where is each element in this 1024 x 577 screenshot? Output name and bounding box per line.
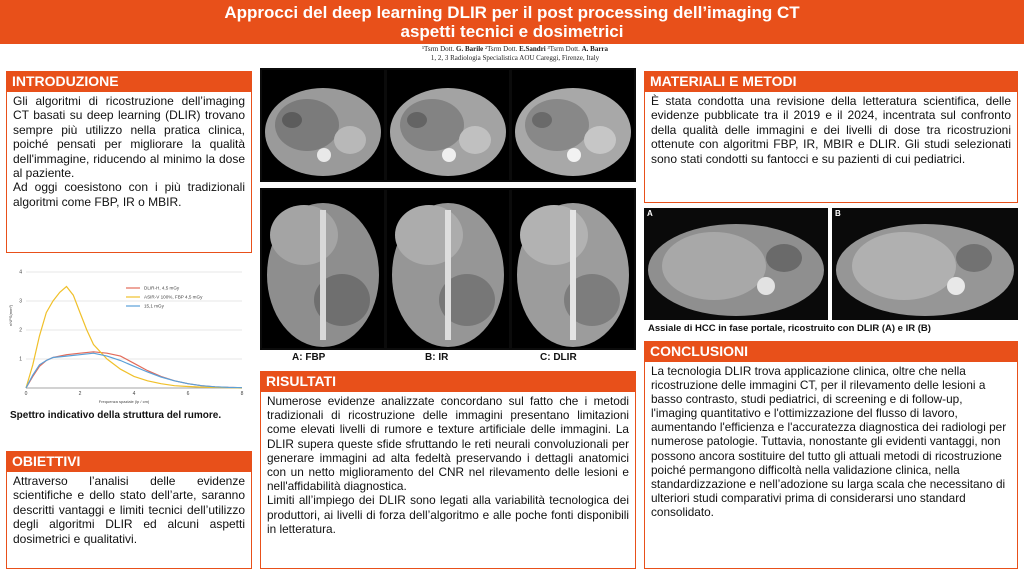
ct-label-ir: B: IR bbox=[425, 352, 449, 363]
poster-title bbox=[0, 3, 1024, 41]
chart-series-line-3 bbox=[26, 353, 242, 388]
chart-ytick-label: 1 bbox=[19, 356, 22, 363]
obiettivi-text: Attraverso l’analisi delle evidenze scientifiche e dello stato dell’arte, saranno descritti vantaggi e limiti tecnici dell’utilizzo degli algoritmi DLIR ed alcuni aspetti dosimetrici e qualitativi. bbox=[13, 474, 245, 546]
author-3: A. Barra bbox=[581, 45, 609, 53]
authors-block bbox=[300, 45, 730, 63]
title-line-1: Approcci del deep learning DLIR per il post processing dell’imaging CT bbox=[224, 3, 800, 22]
authors-line bbox=[300, 45, 730, 54]
ct-coronal-row bbox=[260, 188, 636, 350]
chart-ytick-label: 2 bbox=[19, 327, 22, 334]
chart-xlabel: Frequenza spaziale (lp / cm) bbox=[98, 399, 150, 404]
ct-coronal-dlir bbox=[512, 190, 634, 348]
hcc-image-dlir bbox=[644, 208, 828, 320]
ct-axial-row bbox=[260, 68, 636, 182]
author-prefix-2: ²Tsrm Dott. bbox=[483, 45, 520, 53]
materiali-text: È stata condotta una revisione della letteratura scientifica, delle evidenze pubblicate tra il 2019 e il 2024, incentrata sul confronto della qualità delle immagini e dei livelli di dose tra ricostruzioni ottenute con algoritmi FBP, IR, MBIR e DLIR. Gli studi selezionati sono stati condotti su fantocci e su pazienti di cui pediatrici. bbox=[651, 94, 1011, 166]
ct-coronal-fbp bbox=[262, 190, 384, 348]
ct-coronal-ir bbox=[387, 190, 509, 348]
risultati-paragraph-2: Limiti all’impiego dei DLIR sono legati alla variabilità tecnologica dei produttori, ai livelli di forza dell’algoritmo e alle poche fonti disponibili in letteratura. bbox=[267, 493, 629, 536]
noise-spectrum-chart bbox=[4, 266, 250, 406]
author-prefix-3: ³Tsrm Dott. bbox=[545, 45, 582, 53]
chart-xtick-label: 4 bbox=[132, 391, 136, 397]
risultati-text bbox=[261, 392, 635, 538]
chart-legend-label: DLIR-H, 4,5 mGy bbox=[144, 285, 180, 291]
introduzione-paragraph-1: Gli algoritmi di ricostruzione dell’imaging CT basati su deep learning (DLIR) trovano sempre più utilizzo nella pratica clinica, poiché pensati per migliorare la qualità dell'immagine, riducendo al minimo la dose al paziente. bbox=[13, 94, 245, 181]
noise-spectrum-svg bbox=[4, 266, 250, 406]
chart-ytick-label: 4 bbox=[19, 269, 22, 276]
chart-ylabel: nNPS(mm²) bbox=[8, 304, 13, 326]
author-2: E.Sandri bbox=[519, 45, 546, 53]
introduzione-heading: INTRODUZIONE bbox=[6, 71, 252, 91]
author-prefix-1: ¹Tsrm Dott. bbox=[421, 45, 457, 53]
introduzione-panel bbox=[6, 91, 252, 253]
chart-xtick-label: 8 bbox=[240, 391, 244, 397]
materiali-panel bbox=[644, 91, 1018, 203]
risultati-heading: RISULTATI bbox=[260, 371, 636, 391]
hcc-image-ir bbox=[832, 208, 1018, 320]
introduzione-text bbox=[7, 92, 251, 211]
ct-label-dlir: C: DLIR bbox=[540, 352, 577, 363]
introduzione-paragraph-2: Ad oggi coesistono con i più tradizionali algoritmi come FBP, IR o MBIR. bbox=[13, 180, 245, 209]
chart-xtick-label: 2 bbox=[78, 391, 82, 397]
chart-legend-label: 15,1 mGy bbox=[144, 303, 164, 309]
conclusioni-heading: CONCLUSIONI bbox=[644, 341, 1018, 361]
ct-axial-fbp bbox=[262, 70, 384, 180]
hcc-label-a: A bbox=[647, 209, 653, 218]
noise-chart-caption: Spettro indicativo della struttura del rumore. bbox=[10, 410, 222, 421]
title-line-2: aspetti tecnici e dosimetrici bbox=[400, 22, 624, 41]
ct-axial-dlir bbox=[512, 70, 634, 180]
obiettivi-panel bbox=[6, 471, 252, 569]
chart-xtick-label: 6 bbox=[186, 391, 190, 397]
hcc-label-b: B bbox=[835, 209, 841, 218]
ct-axial-ir bbox=[387, 70, 509, 180]
chart-ytick-label: 3 bbox=[19, 298, 22, 305]
hcc-caption: Assiale di HCC in fase portale, ricostruito con DLIR (A) e IR (B) bbox=[648, 323, 931, 334]
risultati-panel bbox=[260, 391, 636, 569]
risultati-paragraph-1: Numerose evidenze analizzate concordano sul fatto che i metodi tradizionali di ricostruzione delle immagini presentano limitazioni come elevati livelli di rumore e texture artificiale delle immagini. La DLIR supera queste sfide sfruttando le reti neurali convoluzionali per generare immagini ad alta fedeltà preservando i dettagli anatomici con un netto miglioramento del CNR nel rilevamento delle lesioni e nell'affidabilità diagnostica. bbox=[267, 394, 629, 494]
conclusioni-panel bbox=[644, 361, 1018, 569]
chart-series-line-2 bbox=[26, 287, 242, 389]
conclusioni-text: La tecnologia DLIR trova applicazione clinica, oltre che nella ricostruzione delle immagini CT, per il rilevamento delle lesioni a basso contrasto, studi pediatrici, di screening e di follow-up, l'imaging quantitativo e l'ottimizzazione del flusso di lavoro, aumentando l'efficienza e l'accuratezza diagnostica dei radiologi per numerose patologie. Tuttavia, nonostante gli evidenti vantaggi, non possono ancora sostituire del tutto gli attuali metodi di ricostruzione poiché permangono difficoltà nella validazione clinica, nella standardizzazione e nell’adozione su larga scala che necessitano di ulteriori studi comparativi prima di considerarsi uno standard consolidato. bbox=[651, 364, 1007, 519]
author-1: G. Barile bbox=[456, 45, 484, 53]
chart-xtick-label: 0 bbox=[24, 391, 28, 397]
affiliation: 1, 2, 3 Radiologia Specialistica AOU Careggi, Firenze, Italy bbox=[430, 54, 600, 62]
materiali-heading: MATERIALI E METODI bbox=[644, 71, 1018, 91]
obiettivi-heading: OBIETTIVI bbox=[6, 451, 252, 471]
ct-label-fbp: A: FBP bbox=[292, 352, 326, 363]
chart-legend-label: ASIR-V 100%, FBP 4,5 mGy bbox=[144, 294, 203, 300]
